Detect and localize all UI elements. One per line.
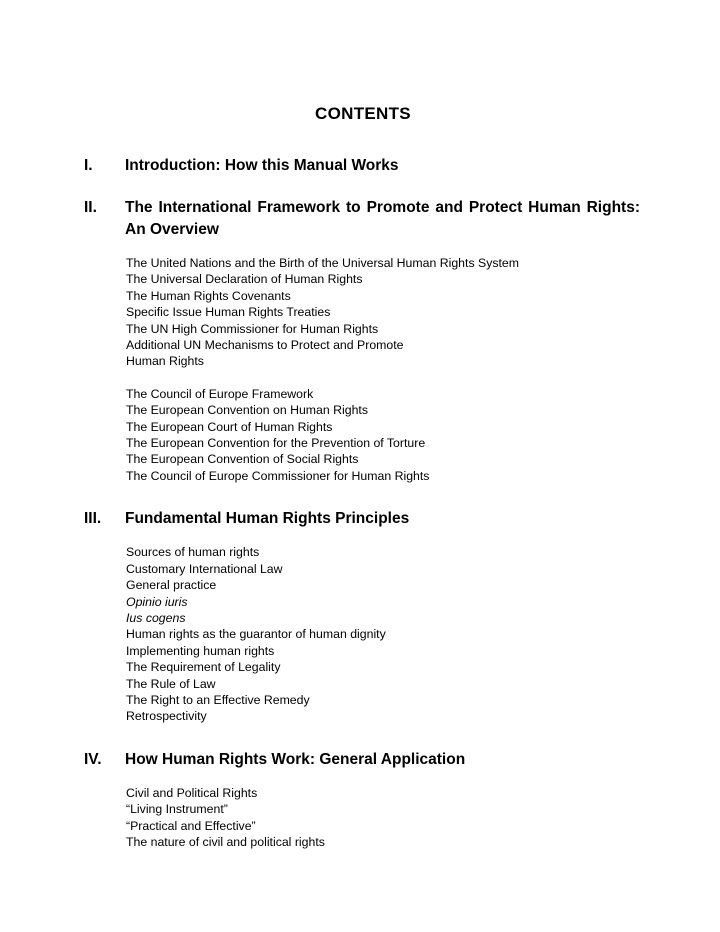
- spacer: [84, 177, 640, 197]
- subsection-list: [84, 785, 640, 851]
- section-heading[interactable]: [84, 749, 640, 771]
- list-item: The UN High Commissioner for Human Rights: [126, 321, 379, 336]
- list-item: Opinio iuris: [126, 594, 188, 609]
- list-item: Human rights as the guarantor of human dignity: [126, 627, 386, 642]
- table-of-contents: [84, 104, 640, 850]
- list-item: Human Rights: [126, 354, 204, 369]
- list-item: The nature of civil and political rights: [126, 834, 325, 849]
- spacer: [84, 484, 640, 508]
- list-item: The Human Rights Covenants: [126, 288, 291, 303]
- section-title: How Human Rights Work: General Application: [125, 750, 466, 768]
- list-item: The European Court of Human Rights: [126, 419, 333, 434]
- section-numeral: II.: [84, 199, 97, 216]
- subsection-list: [84, 544, 640, 724]
- spacer: [84, 370, 640, 386]
- list-item: The Council of Europe Framework: [126, 386, 314, 401]
- toc-section-iv: [84, 749, 640, 851]
- section-title: Fundamental Human Rights Principles: [125, 510, 410, 528]
- list-item: The Rule of Law: [126, 676, 216, 691]
- list-item: The European Convention on Human Rights: [126, 403, 368, 418]
- toc-section-i: [84, 155, 640, 177]
- spacer: [84, 771, 640, 785]
- list-item: The European Convention for the Prevention of Torture: [126, 436, 426, 451]
- list-item: The Requirement of Legality: [126, 660, 281, 675]
- subsection-list: [84, 386, 640, 484]
- list-item: The United Nations and the Birth of the Universal Human Rights System: [126, 256, 520, 270]
- list-item: Additional UN Mechanisms to Protect and Promote: [126, 338, 404, 353]
- list-item: Civil and Political Rights: [126, 785, 258, 800]
- list-item: The Council of Europe Commissioner for Human Rights: [126, 468, 430, 483]
- list-item: Implementing human rights: [126, 643, 275, 658]
- section-heading[interactable]: [84, 197, 640, 241]
- list-item: General practice: [126, 578, 217, 593]
- list-item: Ius cogens: [126, 610, 186, 625]
- section-numeral: I.: [84, 157, 93, 174]
- list-item: Retrospectivity: [126, 709, 207, 724]
- spacer: [84, 725, 640, 749]
- list-item: The Universal Declaration of Human Rights: [126, 272, 363, 287]
- list-item: “Practical and Effective”: [126, 818, 256, 833]
- section-numeral: IV.: [84, 750, 102, 768]
- section-heading[interactable]: [84, 155, 640, 177]
- list-item: The Right to an Effective Remedy: [126, 692, 310, 707]
- section-heading[interactable]: [84, 508, 640, 530]
- section-title: Introduction: How this Manual Works: [125, 157, 399, 174]
- toc-section-iii: [84, 508, 640, 724]
- list-item: “Living Instrument”: [126, 802, 228, 817]
- section-numeral: III.: [84, 510, 102, 528]
- subsection-list: [84, 255, 640, 370]
- section-title: The International Framework to Promote and Protect Human Rights: An Overview: [125, 199, 640, 238]
- page-title: CONTENTS: [315, 104, 411, 123]
- list-item: Sources of human rights: [126, 545, 260, 560]
- spacer: [84, 530, 640, 544]
- toc-section-ii: [84, 197, 640, 484]
- list-item: Specific Issue Human Rights Treaties: [126, 305, 331, 320]
- list-item: Customary International Law: [126, 561, 283, 576]
- spacer: [84, 241, 640, 255]
- list-item: The European Convention of Social Rights: [126, 452, 359, 467]
